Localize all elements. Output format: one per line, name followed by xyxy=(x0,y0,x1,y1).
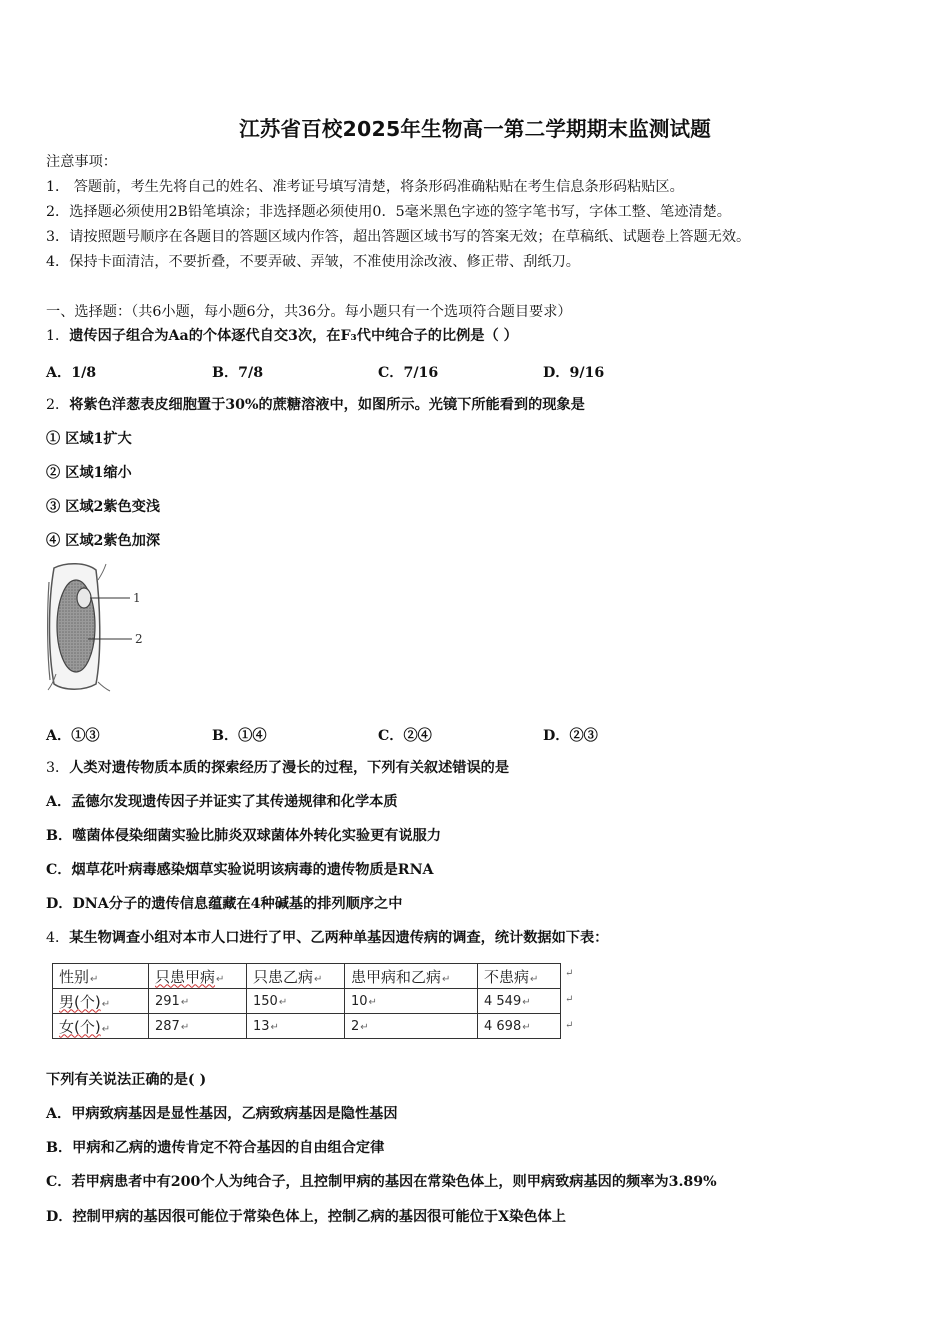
q2-option-b: B．①④ xyxy=(212,728,267,744)
q1-option-d: D．9/16 xyxy=(543,365,605,381)
header-cell: 性别↵ xyxy=(53,964,149,989)
question-stem: 将紫色洋葱表皮细胞置于30%的蔗糖溶液中，如图所示。光镜下所能看到的现象是 xyxy=(69,397,585,413)
q2-option-c: C．②④ xyxy=(378,728,432,744)
header-cell: 只患乙病↵ xyxy=(247,964,345,989)
note-item-4: 4．保持卡面清洁，不要折叠，不要弄破、弄皱，不准使用涂改液、修正带、刮纸刀。 xyxy=(46,254,580,270)
table-row xyxy=(53,989,561,1014)
table-cell: 男(个)↵ xyxy=(53,989,149,1014)
note-item-1: 1． 答题前，考生先将自己的姓名、准考证号填写清楚，将条形码准确粘贴在考生信息条形码粘贴区。 xyxy=(46,179,684,195)
wall-corner-top xyxy=(98,564,106,580)
question-4 xyxy=(46,929,608,947)
q2-statement-2: ② 区域1缩小 xyxy=(46,465,132,481)
question-stem: 人类对遗传物质本质的探索经历了漫长的过程，下列有关叙述错误的是 xyxy=(69,760,510,776)
q4-option-c: C．若甲病患者中有200个人为纯合子，且控制甲病的基因在常染色体上，则甲病致病基因的频率为3.89% xyxy=(46,1174,717,1190)
table-cell: 291↵ xyxy=(149,989,247,1014)
q4-option-b: B．甲病和乙病的遗传肯定不符合基因的自由组合定律 xyxy=(46,1140,385,1156)
section-heading: 一、选择题：（共6小题，每小题6分，共36分。每小题只有一个选项符合题目要求） xyxy=(46,304,572,320)
q2-option-a: A．①③ xyxy=(46,728,100,744)
figure-label-1: 1 xyxy=(133,591,141,605)
question-number: 2． xyxy=(46,397,70,413)
q1-option-c: C．7/16 xyxy=(378,365,439,381)
q2-statement-3: ③ 区域2紫色变浅 xyxy=(46,499,161,515)
table-cell: 13↵ xyxy=(247,1014,345,1039)
table-cell: 4 549↵ xyxy=(478,989,561,1014)
q1-option-b: B．7/8 xyxy=(212,365,264,381)
q3-option-d: D．DNA分子的遗传信息蕴藏在4种碱基的排列顺序之中 xyxy=(46,896,403,912)
question-number: 1． xyxy=(46,328,70,344)
q4-question: 下列有关说法正确的是( ) xyxy=(46,1072,207,1088)
question-number: 3． xyxy=(46,760,70,776)
q4-option-d: D．控制甲病的基因很可能位于常染色体上，控制乙病的基因很可能位于X染色体上 xyxy=(46,1209,566,1225)
note-item-2: 2．选择题必须使用2B铅笔填涂；非选择题必须使用0．5毫米黑色字迹的签字笔书写，字体工整、笔迹清楚。 xyxy=(46,204,731,220)
table-header-row xyxy=(53,964,561,989)
table-cell: 287↵ xyxy=(149,1014,247,1039)
header-cell: 患甲病和乙病↵ xyxy=(345,964,478,989)
figure-label-2: 2 xyxy=(135,632,143,646)
wall-corner-bottom xyxy=(98,682,110,691)
header-cell: 只患甲病↵ xyxy=(149,964,247,989)
row-end-mark: ↵ xyxy=(565,1020,574,1031)
question-3 xyxy=(46,759,509,777)
question-number: 4． xyxy=(46,930,70,946)
q4-option-a: A．甲病致病基因是显性基因，乙病致病基因是隐性基因 xyxy=(46,1106,398,1122)
question-stem: 某生物调查小组对本市人口进行了甲、乙两种单基因遗传病的调查，统计数据如下表： xyxy=(69,930,609,946)
nucleus-region-1 xyxy=(77,588,91,608)
header-cell: 不患病↵ xyxy=(478,964,561,989)
exam-title: 江苏省百校2025年生物高一第二学期期末监测试题 xyxy=(239,117,711,141)
row-end-mark: ↵ xyxy=(565,994,574,1005)
q3-option-a: A．孟德尔发现遗传因子并证实了其传递规律和化学本质 xyxy=(46,794,398,810)
row-end-mark: ↵ xyxy=(565,968,574,979)
table-cell: 10↵ xyxy=(345,989,478,1014)
question-1 xyxy=(46,327,518,345)
note-item-3: 3．请按照题号顺序在各题目的答题区域内作答，超出答题区域书写的答案无效；在草稿纸、试题卷上答题无效。 xyxy=(46,229,751,245)
plant-cell-diagram xyxy=(44,562,156,692)
table-cell: 4 698↵ xyxy=(478,1014,561,1039)
q2-statement-4: ④ 区域2紫色加深 xyxy=(46,533,161,549)
q2-statement-1: ① 区域1扩大 xyxy=(46,431,132,447)
question-2 xyxy=(46,396,585,414)
table-cell: 2↵ xyxy=(345,1014,478,1039)
q3-option-c: C．烟草花叶病毒感染烟草实验说明该病毒的遗传物质是RNA xyxy=(46,862,434,878)
table-cell: 150↵ xyxy=(247,989,345,1014)
question-stem: 遗传因子组合为Aa的个体逐代自交3次，在F₃代中纯合子的比例是（ ） xyxy=(69,328,518,344)
q2-option-d: D．②③ xyxy=(543,728,598,744)
table-row xyxy=(53,1014,561,1039)
table-cell: 女(个)↵ xyxy=(53,1014,149,1039)
notes-heading: 注意事项： xyxy=(46,154,117,170)
q1-option-a: A．1/8 xyxy=(46,365,97,381)
q3-option-b: B．噬菌体侵染细菌实验比肺炎双球菌体外转化实验更有说服力 xyxy=(46,828,442,844)
disease-survey-table xyxy=(52,963,561,1039)
